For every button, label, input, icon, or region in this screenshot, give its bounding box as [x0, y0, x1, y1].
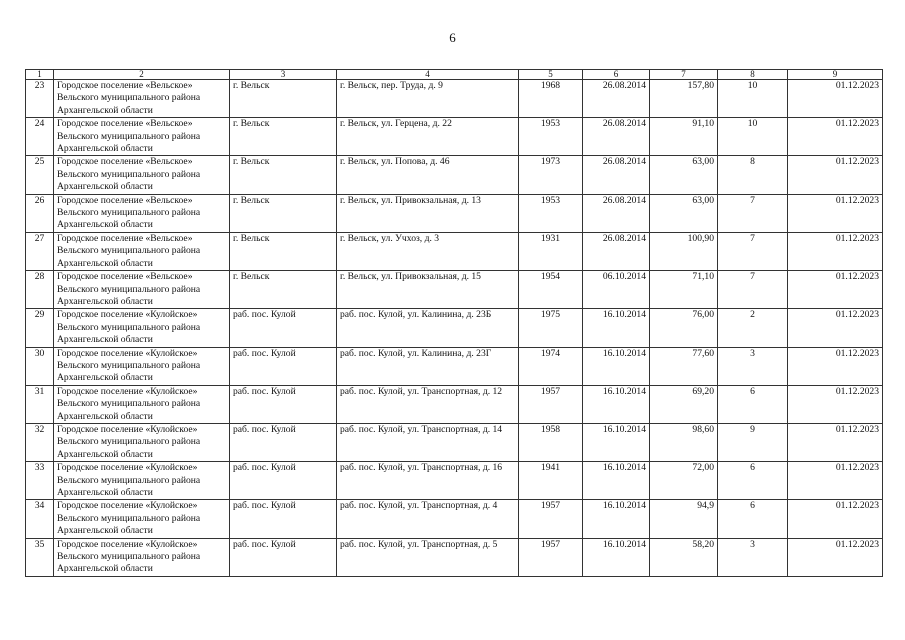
year-built-cell: 1953	[519, 194, 583, 232]
year-built-cell: 1941	[519, 462, 583, 500]
column-header-7: 7	[650, 70, 718, 80]
area-cell: 94,9	[650, 500, 718, 538]
row-number: 31	[26, 385, 54, 423]
housing-registry-table	[25, 69, 883, 577]
area-cell: 77,60	[650, 347, 718, 385]
table-row	[26, 538, 883, 576]
residents-count-cell: 3	[718, 347, 788, 385]
year-built-cell: 1957	[519, 385, 583, 423]
row-number: 23	[26, 80, 54, 118]
address-cell: раб. пос. Кулой, ул. Транспортная, д. 16	[337, 462, 519, 500]
area-cell: 69,20	[650, 385, 718, 423]
column-header-6: 6	[583, 70, 650, 80]
year-built-cell: 1957	[519, 500, 583, 538]
address-cell: раб. пос. Кулой, ул. Транспортная, д. 12	[337, 385, 519, 423]
row-number: 30	[26, 347, 54, 385]
address-cell: г. Вельск, ул. Учхоз, д. 3	[337, 232, 519, 270]
table-row	[26, 462, 883, 500]
municipality-cell: Городское поселение «Кулойское» Вельского муниципального района Архангельской области	[54, 500, 230, 538]
settlement-cell: раб. пос. Кулой	[230, 423, 337, 461]
deadline-cell: 01.12.2023	[788, 309, 883, 347]
settlement-cell: г. Вельск	[230, 80, 337, 118]
municipality-cell: Городское поселение «Вельское» Вельского муниципального района Архангельской области	[54, 271, 230, 309]
date-cell: 26.08.2014	[583, 232, 650, 270]
year-built-cell: 1954	[519, 271, 583, 309]
year-built-cell: 1974	[519, 347, 583, 385]
deadline-cell: 01.12.2023	[788, 156, 883, 194]
municipality-cell: Городское поселение «Кулойское» Вельского муниципального района Архангельской области	[54, 385, 230, 423]
area-cell: 91,10	[650, 118, 718, 156]
deadline-cell: 01.12.2023	[788, 232, 883, 270]
area-cell: 76,00	[650, 309, 718, 347]
settlement-cell: раб. пос. Кулой	[230, 538, 337, 576]
table-body	[26, 80, 883, 577]
settlement-cell: раб. пос. Кулой	[230, 347, 337, 385]
row-number: 25	[26, 156, 54, 194]
area-cell: 63,00	[650, 156, 718, 194]
row-number: 27	[26, 232, 54, 270]
deadline-cell: 01.12.2023	[788, 423, 883, 461]
address-cell: раб. пос. Кулой, ул. Транспортная, д. 5	[337, 538, 519, 576]
row-number: 33	[26, 462, 54, 500]
area-cell: 72,00	[650, 462, 718, 500]
deadline-cell: 01.12.2023	[788, 347, 883, 385]
settlement-cell: г. Вельск	[230, 194, 337, 232]
residents-count-cell: 8	[718, 156, 788, 194]
date-cell: 26.08.2014	[583, 156, 650, 194]
table-row	[26, 156, 883, 194]
table-row	[26, 423, 883, 461]
address-cell: раб. пос. Кулой, ул. Транспортная, д. 4	[337, 500, 519, 538]
settlement-cell: раб. пос. Кулой	[230, 309, 337, 347]
year-built-cell: 1953	[519, 118, 583, 156]
deadline-cell: 01.12.2023	[788, 538, 883, 576]
address-cell: г. Вельск, ул. Попова, д. 46	[337, 156, 519, 194]
column-header-9: 9	[788, 70, 883, 80]
row-number: 35	[26, 538, 54, 576]
row-number: 29	[26, 309, 54, 347]
residents-count-cell: 3	[718, 538, 788, 576]
year-built-cell: 1931	[519, 232, 583, 270]
table-header	[26, 70, 883, 80]
year-built-cell: 1975	[519, 309, 583, 347]
address-cell: г. Вельск, ул. Герцена, д. 22	[337, 118, 519, 156]
area-cell: 58,20	[650, 538, 718, 576]
deadline-cell: 01.12.2023	[788, 271, 883, 309]
table-row	[26, 80, 883, 118]
area-cell: 63,00	[650, 194, 718, 232]
date-cell: 06.10.2014	[583, 271, 650, 309]
deadline-cell: 01.12.2023	[788, 118, 883, 156]
municipality-cell: Городское поселение «Вельское» Вельского муниципального района Архангельской области	[54, 194, 230, 232]
residents-count-cell: 7	[718, 271, 788, 309]
year-built-cell: 1968	[519, 80, 583, 118]
residents-count-cell: 7	[718, 232, 788, 270]
residents-count-cell: 2	[718, 309, 788, 347]
row-number: 28	[26, 271, 54, 309]
row-number: 32	[26, 423, 54, 461]
address-cell: раб. пос. Кулой, ул. Калинина, д. 23Б	[337, 309, 519, 347]
deadline-cell: 01.12.2023	[788, 385, 883, 423]
date-cell: 16.10.2014	[583, 385, 650, 423]
address-cell: раб. пос. Кулой, ул. Калинина, д. 23Г	[337, 347, 519, 385]
residents-count-cell: 9	[718, 423, 788, 461]
table-row	[26, 309, 883, 347]
table-row	[26, 347, 883, 385]
column-header-8: 8	[718, 70, 788, 80]
municipality-cell: Городское поселение «Кулойское» Вельского муниципального района Архангельской области	[54, 462, 230, 500]
address-cell: раб. пос. Кулой, ул. Транспортная, д. 14	[337, 423, 519, 461]
date-cell: 16.10.2014	[583, 500, 650, 538]
settlement-cell: раб. пос. Кулой	[230, 385, 337, 423]
municipality-cell: Городское поселение «Вельское» Вельского муниципального района Архангельской области	[54, 232, 230, 270]
settlement-cell: г. Вельск	[230, 156, 337, 194]
table-row	[26, 500, 883, 538]
column-header-2: 2	[54, 70, 230, 80]
municipality-cell: Городское поселение «Вельское» Вельского муниципального района Архангельской области	[54, 118, 230, 156]
municipality-cell: Городское поселение «Вельское» Вельского муниципального района Архангельской области	[54, 80, 230, 118]
year-built-cell: 1958	[519, 423, 583, 461]
settlement-cell: г. Вельск	[230, 271, 337, 309]
column-header-5: 5	[519, 70, 583, 80]
table-row	[26, 118, 883, 156]
municipality-cell: Городское поселение «Кулойское» Вельского муниципального района Архангельской области	[54, 347, 230, 385]
column-header-4: 4	[337, 70, 519, 80]
column-header-3: 3	[230, 70, 337, 80]
deadline-cell: 01.12.2023	[788, 194, 883, 232]
date-cell: 26.08.2014	[583, 80, 650, 118]
address-cell: г. Вельск, ул. Привокзальная, д. 15	[337, 271, 519, 309]
date-cell: 16.10.2014	[583, 462, 650, 500]
table-row	[26, 194, 883, 232]
deadline-cell: 01.12.2023	[788, 80, 883, 118]
municipality-cell: Городское поселение «Кулойское» Вельского муниципального района Архангельской области	[54, 423, 230, 461]
settlement-cell: раб. пос. Кулой	[230, 462, 337, 500]
page-number: 6	[449, 30, 456, 45]
residents-count-cell: 6	[718, 500, 788, 538]
column-header-1: 1	[26, 70, 54, 80]
deadline-cell: 01.12.2023	[788, 462, 883, 500]
table-row	[26, 271, 883, 309]
date-cell: 26.08.2014	[583, 194, 650, 232]
date-cell: 26.08.2014	[583, 118, 650, 156]
area-cell: 71,10	[650, 271, 718, 309]
municipality-cell: Городское поселение «Вельское» Вельского муниципального района Архангельской области	[54, 156, 230, 194]
address-cell: г. Вельск, ул. Привокзальная, д. 13	[337, 194, 519, 232]
table-row	[26, 232, 883, 270]
year-built-cell: 1973	[519, 156, 583, 194]
municipality-cell: Городское поселение «Кулойское» Вельского муниципального района Архангельской области	[54, 538, 230, 576]
date-cell: 16.10.2014	[583, 538, 650, 576]
residents-count-cell: 10	[718, 118, 788, 156]
address-cell: г. Вельск, пер. Труда, д. 9	[337, 80, 519, 118]
date-cell: 16.10.2014	[583, 423, 650, 461]
area-cell: 100,90	[650, 232, 718, 270]
column-number-row	[26, 70, 883, 80]
area-cell: 98,60	[650, 423, 718, 461]
row-number: 24	[26, 118, 54, 156]
settlement-cell: г. Вельск	[230, 118, 337, 156]
deadline-cell: 01.12.2023	[788, 500, 883, 538]
row-number: 34	[26, 500, 54, 538]
settlement-cell: г. Вельск	[230, 232, 337, 270]
residents-count-cell: 6	[718, 462, 788, 500]
residents-count-cell: 6	[718, 385, 788, 423]
row-number: 26	[26, 194, 54, 232]
year-built-cell: 1957	[519, 538, 583, 576]
residents-count-cell: 10	[718, 80, 788, 118]
residents-count-cell: 7	[718, 194, 788, 232]
date-cell: 16.10.2014	[583, 309, 650, 347]
settlement-cell: раб. пос. Кулой	[230, 500, 337, 538]
municipality-cell: Городское поселение «Кулойское» Вельского муниципального района Архангельской области	[54, 309, 230, 347]
date-cell: 16.10.2014	[583, 347, 650, 385]
area-cell: 157,80	[650, 80, 718, 118]
table-row	[26, 385, 883, 423]
